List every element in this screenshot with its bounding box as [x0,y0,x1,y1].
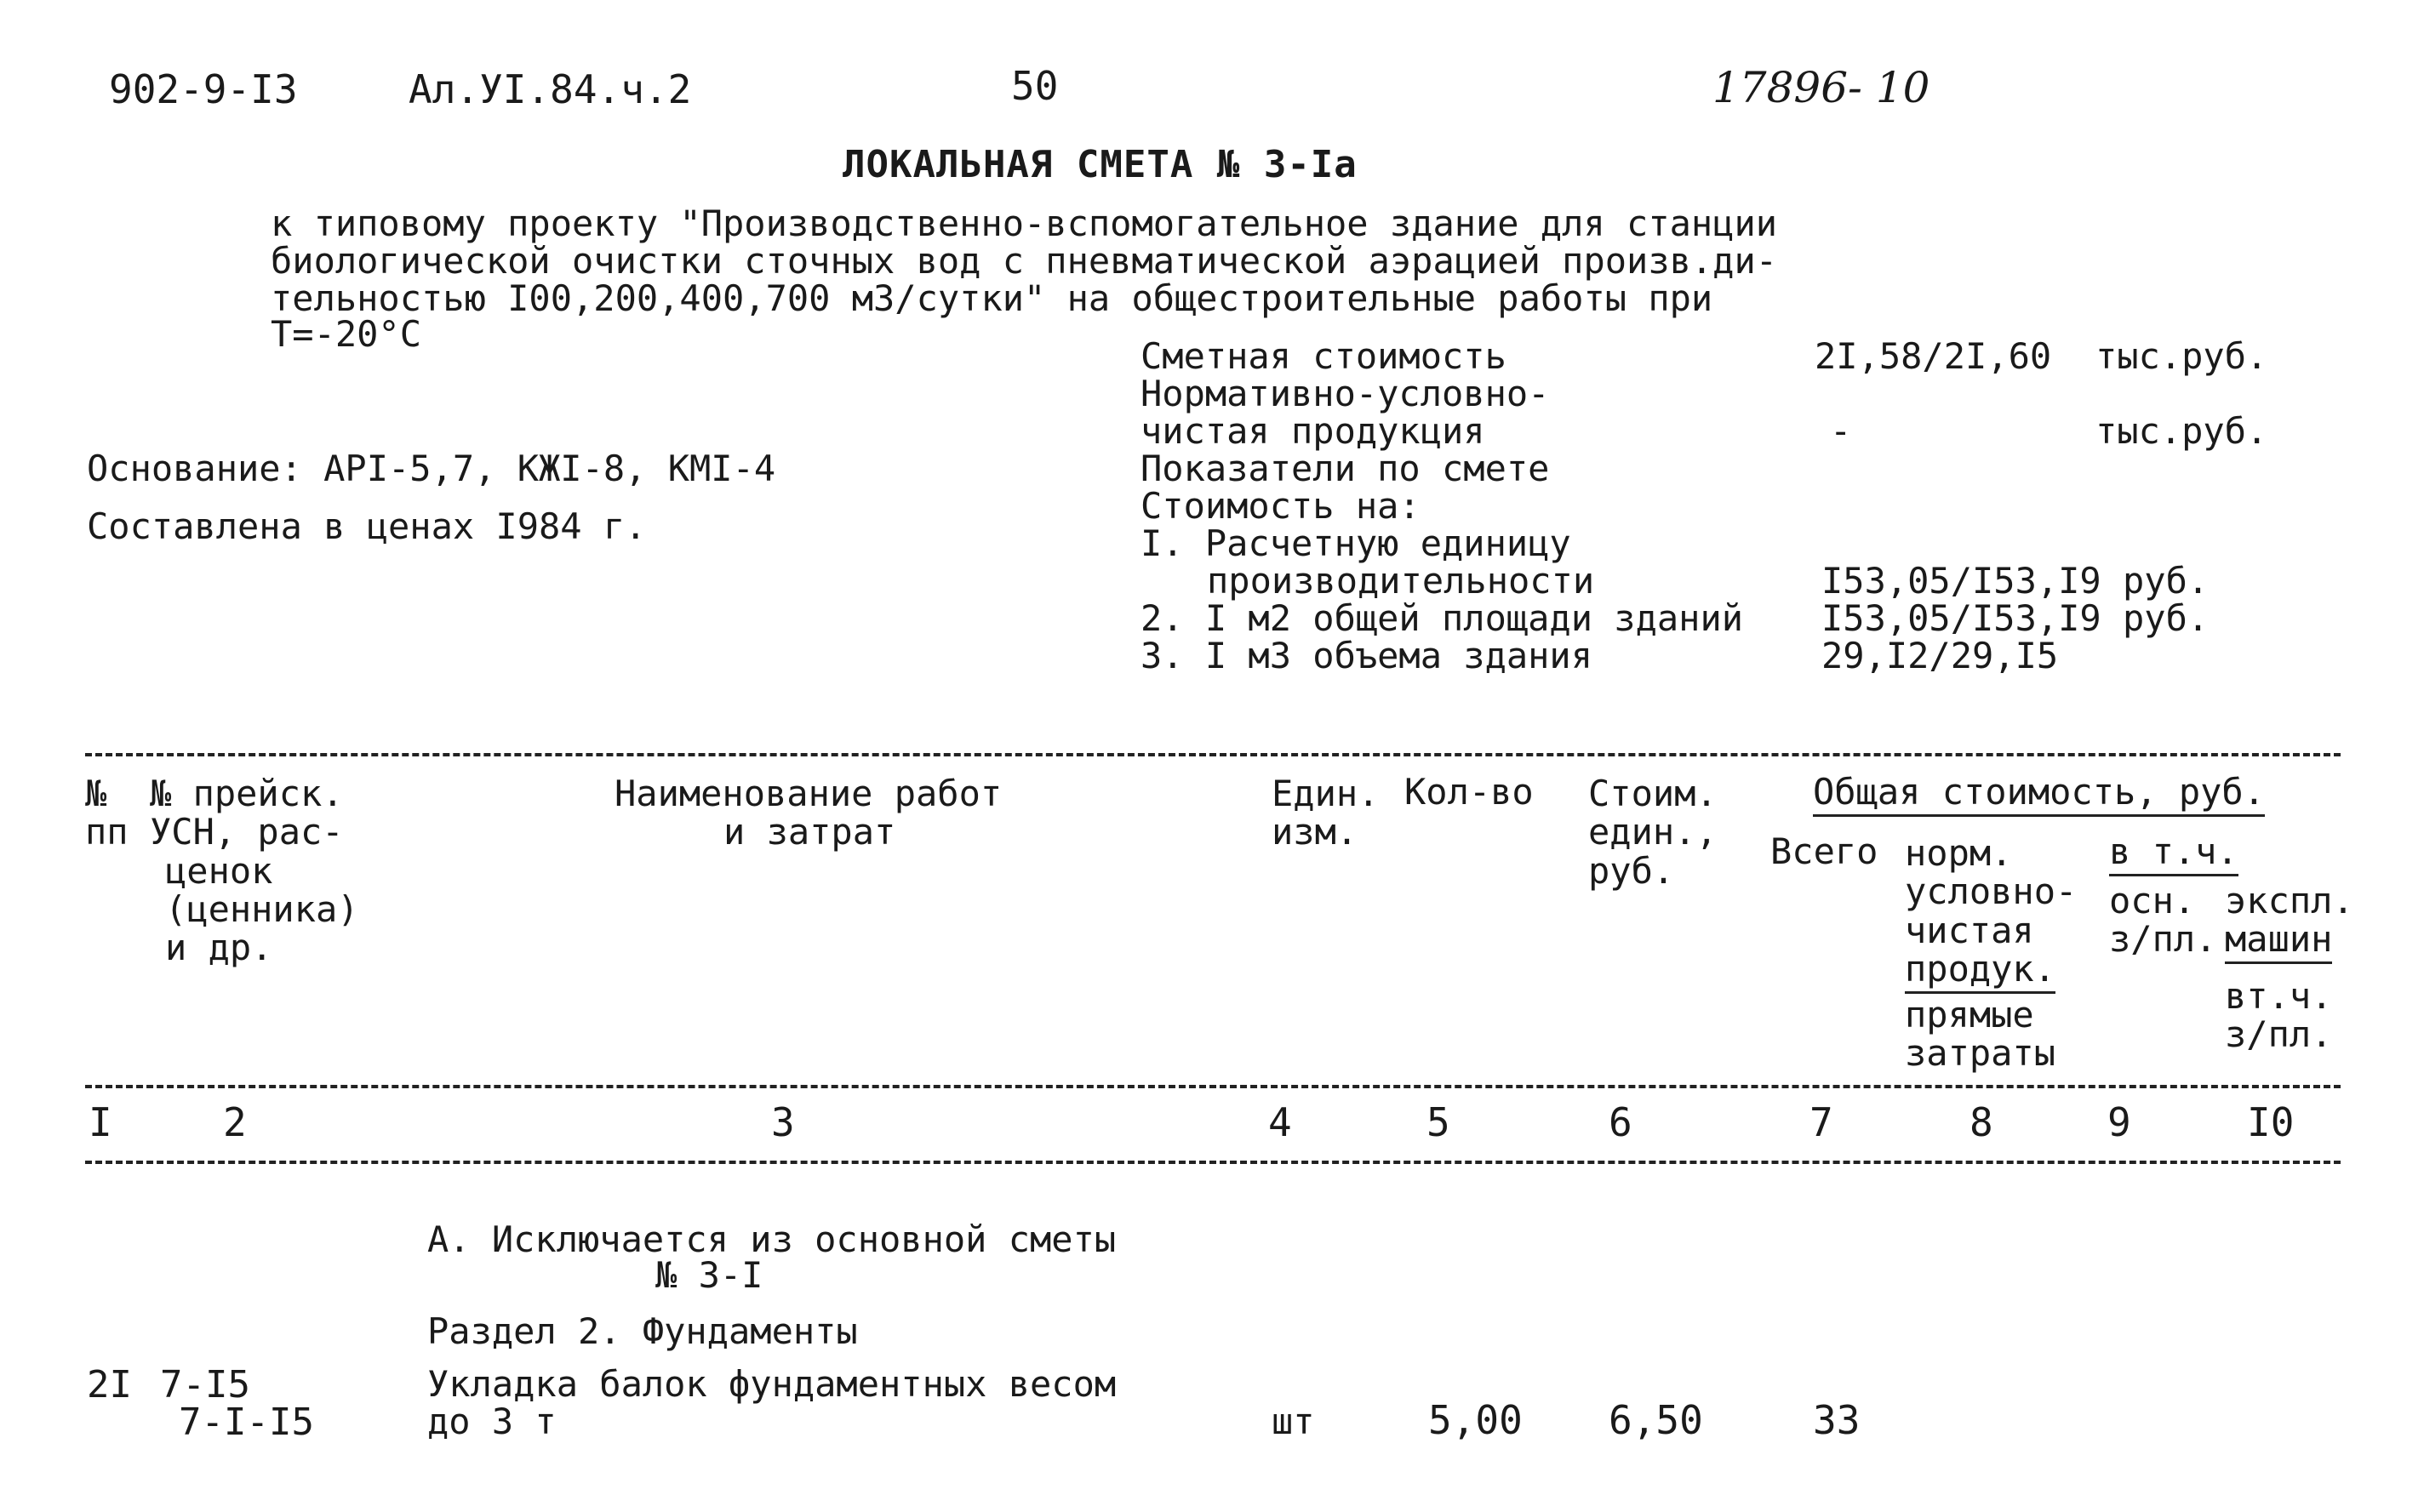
description-line: биологической очистки сточных вод с пневматической аэрацией произв.ди- [271,240,1778,282]
document-title: ЛОКАЛЬНАЯ СМЕТА № 3-Iа [843,143,1358,186]
header-col-7: Всего [1770,830,1878,872]
indicator-item-label: 2. I м2 общей площади зданий [1141,597,1744,639]
section-a-reference: № 3-I [655,1254,763,1296]
estimated-cost-label: Сметная стоимость [1141,335,1506,377]
column-number: 7 [1809,1099,1833,1145]
header-col-8: норм. условно- чистая продук. [1905,834,2077,988]
column-number: 8 [1970,1099,1993,1145]
handwritten-reference: 17896- 10 [1712,63,1930,112]
table-top-rule [85,753,2341,756]
header-col-6: Стоим. един., руб. [1588,773,1718,892]
header-in-that-number: в т.ч. [2109,834,2238,870]
indicator-item-value: 29,I2/29,I5 [1821,635,2059,676]
column-number: I0 [2247,1099,2295,1145]
header-col-5: Кол-во [1404,771,1534,813]
header-col-2: № прейск. УСН, рас- ценок (ценника) и др. [150,773,359,969]
section-title: Раздел 2. Фундаменты [427,1310,858,1352]
header-col-3: Наименование работ и затрат [615,773,1003,853]
header-col-9: осн. з/пл. [2109,880,2217,961]
indicator-item-value: I53,05/I53,I9 руб. [1821,560,2210,602]
prices-year-line: Составлена в ценах I984 г. [87,505,647,547]
column-number: 9 [2107,1099,2131,1145]
estimated-cost-unit: тыс.руб. [2095,335,2268,377]
row-total: 33 [1813,1397,1861,1443]
page-number: 50 [1011,63,1059,109]
column-numbers-rule [85,1161,2341,1164]
header-col-10: экспл. машин [2225,882,2354,959]
column-number: 6 [1609,1099,1632,1145]
column-number: I [89,1099,112,1145]
row-number: 2I [87,1363,132,1406]
row-name: до 3 т [427,1401,557,1442]
indicator-item-label: I. Расчетную единицу [1141,522,1571,564]
normative-label: Нормативно-условно- [1141,373,1550,414]
column-number: 4 [1268,1099,1292,1145]
cost-per-label: Стоимость на: [1141,485,1421,527]
description-line: тельностью I00,200,400,700 м3/сутки" на общестроительные работы при [271,277,1713,319]
table-header-rule [85,1085,2341,1088]
normative-label: чистая продукция [1141,410,1485,452]
row-unit-cost: 6,50 [1609,1397,1703,1443]
description-line: Т=-20°С [271,313,422,355]
indicators-label: Показатели по смете [1141,448,1550,489]
row-code: 7-I5 [160,1363,250,1406]
normative-unit: тыс.руб. [2095,410,2268,452]
indicator-item-value: I53,05/I53,I9 руб. [1821,597,2210,639]
row-name: Укладка балок фундаментных весом [427,1363,1117,1405]
document-code: 902-9-I3 [109,66,298,112]
row-unit: шт [1272,1401,1315,1442]
header-total-group: Общая стоимость, руб. [1813,774,2265,810]
basis-line: Основание: АРI-5,7, КЖI-8, КМI-4 [87,448,776,489]
section-a-title: А. Исключается из основной сметы [427,1218,1117,1260]
header-col-4: Един. изм. [1272,773,1380,853]
header-col-10b: вт.ч. з/пл. [2225,975,2333,1056]
description-line: к типовому проекту "Производственно-вспомогательное здание для станции [271,203,1778,244]
header-col-1: № пп [85,773,129,853]
column-number: 2 [223,1099,247,1145]
indicator-item-label: производительности [1207,560,1595,602]
row-quantity: 5,00 [1428,1397,1523,1443]
row-code: 7-I-I5 [179,1401,314,1444]
album-reference: Ал.УI.84.ч.2 [409,66,692,112]
column-number: 3 [771,1099,795,1145]
estimated-cost-value: 2I,58/2I,60 [1815,335,2052,377]
indicator-item-label: 3. I м3 объема здания [1141,635,1593,676]
header-col-8b: прямые затраты [1905,994,2056,1075]
normative-value: - [1830,410,1852,452]
column-number: 5 [1426,1099,1450,1145]
